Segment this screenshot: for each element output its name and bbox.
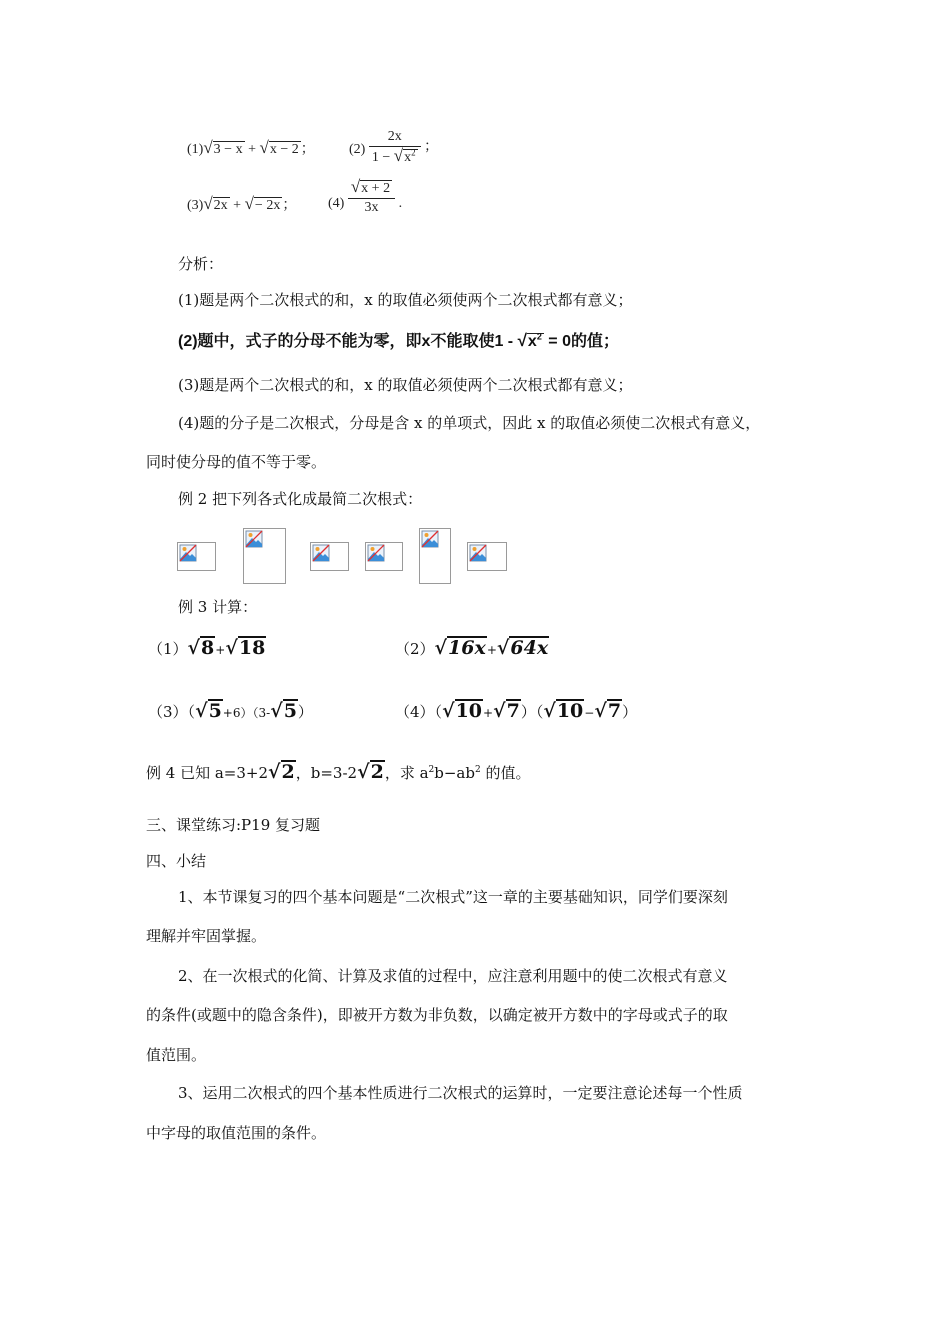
formula-3: (3)√2x + √− 2x ； — [187, 194, 297, 213]
example-3-q3: （3）（√5+6）（3-√5） — [148, 700, 313, 722]
section-4-heading: 四、小结 — [146, 852, 207, 870]
analysis-item-4-line-2: 同时使分母的值不等于零。 — [146, 453, 327, 471]
broken-image-icon — [245, 530, 263, 548]
broken-image-1 — [177, 542, 216, 571]
summary-2-line-1: 2、在一次根式的化简、计算及求值的过程中，应注意利用题中的使二次根式有意义 — [178, 967, 728, 985]
summary-2-line-2: 的条件(或题中的隐含条件)，即被开方数为非负数，以确定被开方数中的字母或式子的取 — [146, 1006, 728, 1024]
example-3-title: 例 3 计算： — [178, 598, 258, 616]
broken-image-icon — [421, 530, 439, 548]
analysis-item-3: (3)题是两个二次根式的和，x 的取值必须使两个二次根式都有意义； — [178, 376, 633, 394]
analysis-item-4-line-1: (4)题的分子是二次根式，分母是含 x 的单项式，因此 x 的取值必须使二次根式有意义， — [178, 414, 761, 432]
broken-image-5 — [419, 528, 451, 584]
summary-2-line-3: 值范围。 — [146, 1046, 207, 1064]
analysis-heading: 分析： — [178, 255, 224, 273]
broken-image-4 — [365, 542, 403, 571]
section-3-heading: 三、课堂练习:P19 复习题 — [146, 816, 321, 834]
analysis-item-2: (2)题中，式子的分母不能为零，即x不能取使$1 - √x^2 = 0$的值； — [178, 331, 619, 350]
fraction: $\frac{2x}{1 - √x^2}$ — [369, 128, 421, 167]
broken-image-icon — [367, 544, 385, 562]
example-2-title: 例 2 把下列各式化成最简二次根式： — [178, 490, 423, 508]
broken-image-6 — [467, 542, 507, 571]
formula-1: (1)√3 − x + √x − 2 ； — [187, 138, 315, 157]
formula-2: (2) $\frac{2x}{1 - √x^2}$ ； — [349, 129, 439, 165]
example-3-q2: （2）√16x+√64x — [395, 637, 549, 659]
analysis-item-1: (1)题是两个二次根式的和，x 的取值必须使两个二次根式都有意义； — [178, 291, 633, 309]
broken-image-2 — [243, 528, 286, 584]
broken-image-icon — [179, 544, 197, 562]
summary-3-line-1: 3、运用二次根式的四个基本性质进行二次根式的运算时，一定要注意论述每一个性质 — [178, 1084, 743, 1102]
example-3-q1: （1）√8+√18 — [148, 637, 266, 659]
fraction: $\frac{√x + 2}{3x}$ — [348, 178, 395, 217]
formula-4: (4) $\frac{√x + 2}{3x}$ . — [328, 177, 403, 215]
example-4: 例 4 已知 a=3+2√2，b=3-2√2，求 $a^2b-ab^2$ 的值。 — [146, 761, 531, 783]
broken-image-3 — [310, 542, 349, 571]
broken-image-icon — [312, 544, 330, 562]
summary-3-line-2: 中字母的取值范围的条件。 — [146, 1124, 327, 1142]
summary-1-line-1: 1、本节课复习的四个基本问题是“二次根式”这一章的主要基础知识，同学们要深刻 — [178, 888, 728, 906]
summary-1-line-2: 理解并牢固掌握。 — [146, 927, 267, 945]
example-3-q4: （4）（√10+√7）（√10−√7） — [395, 700, 638, 722]
broken-image-icon — [469, 544, 487, 562]
